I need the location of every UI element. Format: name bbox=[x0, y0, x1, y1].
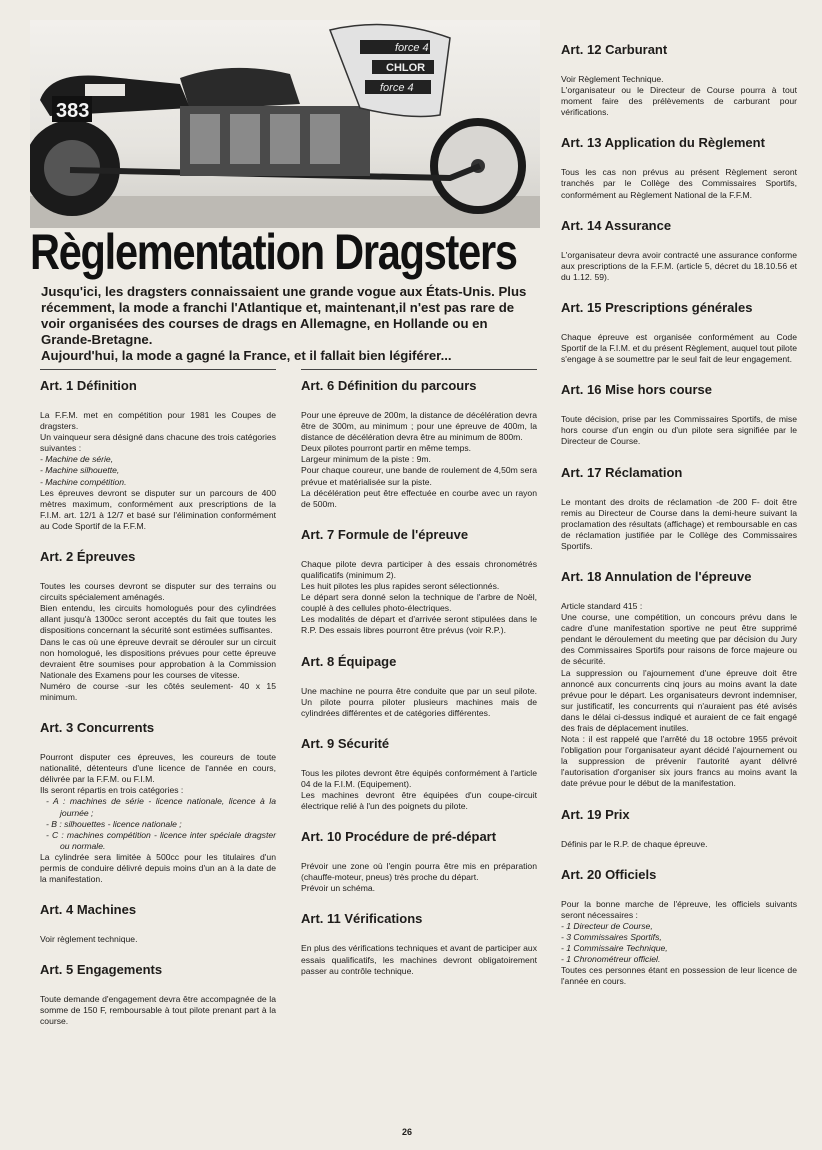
column-2 bbox=[301, 378, 537, 977]
article-paragraph: - Machine de série, bbox=[40, 454, 114, 465]
article bbox=[561, 465, 797, 552]
article bbox=[561, 382, 797, 447]
article-paragraph: - Machine silhouette, bbox=[40, 465, 120, 476]
article-paragraph: Ils seront répartis en trois catégories : bbox=[40, 785, 184, 796]
article-paragraph: Tous les cas non prévus au présent Règlement seront tranchés par le Collège des Commissaires Sportifs, conformément au Règlement National de la F.F.M. bbox=[561, 167, 797, 200]
spacer bbox=[301, 812, 537, 829]
fairing-label-3: force 4 bbox=[380, 82, 414, 94]
article-title: Art. 20 Officiels bbox=[561, 866, 657, 882]
article-title: Art. 19 Prix bbox=[561, 806, 630, 822]
article-paragraph: Un vainqueur sera désigné dans chacune des trois catégories suivantes : bbox=[40, 432, 276, 454]
spacer bbox=[561, 283, 797, 300]
article-paragraph: Pour la bonne marche de l'épreuve, les officiels suivants seront nécessaires : bbox=[561, 898, 797, 920]
bike-number: 383 bbox=[56, 100, 90, 122]
spacer bbox=[561, 552, 797, 569]
article-paragraph: Prévoir une zone où l'engin pourra être mis en préparation (chauffe-moteur, pneus) très proche du départ. bbox=[301, 861, 537, 883]
article-title: Art. 11 Vérifications bbox=[301, 911, 423, 927]
article-paragraph: Le montant des droits de réclamation -de 200 F- doit être remis au Directeur de Course dans la demi-heure suivant la proclamation des résultats (affichage) et remboursable en cas de réclamation justifiée par le Collège des Commissaires Sportifs. bbox=[561, 496, 797, 551]
spacer bbox=[561, 850, 797, 867]
divider bbox=[301, 369, 537, 370]
article-paragraph: Toutes les courses devront se disputer sur des terrains ou circuits spécialement aménagés. bbox=[40, 581, 276, 603]
article-paragraph: Dans le cas où une épreuve devrait se dérouler sur un circuit non homologué, les dispositions prévues pour cette épreuve devraient être soumises pour approbation à la Commission Nationale des Examens pour les courses de vitesse. bbox=[40, 636, 276, 680]
article-title: Art. 8 Équipage bbox=[301, 653, 397, 669]
column-1 bbox=[40, 378, 276, 1028]
article-paragraph: - 3 Commissaires Sportifs, bbox=[561, 931, 662, 942]
article-title: Art. 1 Définition bbox=[40, 378, 137, 393]
article bbox=[561, 135, 797, 200]
dragster-photo bbox=[30, 20, 540, 228]
article-paragraph: - 1 Directeur de Course, bbox=[561, 920, 653, 931]
article-paragraph: Pour chaque coureur, une bande de roulement de 4,50m sera prévue et matérialisée sur la piste. bbox=[301, 465, 537, 487]
article-title: Art. 4 Machines bbox=[40, 902, 137, 918]
article-paragraph: Voir règlement technique. bbox=[40, 934, 138, 945]
article-paragraph: La suppression ou l'ajournement d'une épreuve doit être annoncé aux concurrents cinq jours au moins avant la date prévue pour le départ. Les organisateurs devront indemniser, sur justificatif, les concurrents qui n'auraient pas été avisés dans le délai ci-dessus indiqué et auraient de ce fait engagé des frais de déplacement inutiles. bbox=[561, 667, 797, 733]
article-paragraph: Pour une épreuve de 200m, la distance de décélération devra être de 300m, au minimum ; pour une épreuve de 400m, la distance de décélération devra être au minimum de 800m. bbox=[301, 410, 537, 443]
article-title: Art. 3 Concurrents bbox=[40, 720, 155, 736]
article-paragraph: Une machine ne pourra être conduite que par un seul pilote. Un pilote pourra piloter plusieurs machines mais de cylindrées différentes et de catégories différentes. bbox=[301, 685, 537, 718]
spacer bbox=[301, 894, 537, 911]
spacer bbox=[561, 118, 797, 135]
fairing-label-1: force 4 bbox=[395, 42, 429, 54]
article-paragraph: Prévoir un schéma. bbox=[301, 883, 376, 894]
article-title: Art. 18 Annulation de l'épreuve bbox=[561, 568, 752, 584]
article-paragraph: Numéro de course -sur les côtés seulement- 40 x 15 minimum. bbox=[40, 680, 276, 702]
article-paragraph: La cylindrée sera limitée à 500cc pour les titulaires d'un permis de conduire délivré depuis moins d'un an à la date de la manifestation. bbox=[40, 851, 276, 885]
article bbox=[40, 549, 276, 703]
article bbox=[301, 654, 537, 719]
article-paragraph: La décélération peut être effectuée en courbe avec un rayon de 500m. bbox=[301, 487, 537, 509]
spacer bbox=[301, 510, 537, 527]
article-paragraph: - A : machines de série - licence nationale, licence à la journée ; bbox=[46, 796, 276, 818]
article bbox=[301, 527, 537, 637]
article-paragraph: L'organisateur devra avoir contracté une assurance conforme aux prescriptions de la F.F.M. (article 5, décret du 18.10.56 et du 1.12. 59). bbox=[561, 249, 797, 282]
article-paragraph: Nota : il est rappelé que l'arrêté du 18 octobre 1955 prévoit l'obligation pour l'organisateur ayant décidé l'ajournement ou la suppression de prévenir l'autorité ayant délivré l'autorisation d'organiser six jours francs au moins avant la date prévue pour le début de la manifestation. bbox=[561, 734, 797, 789]
spacer bbox=[40, 945, 276, 962]
article-title: Art. 15 Prescriptions générales bbox=[561, 299, 753, 315]
article bbox=[561, 867, 797, 988]
article-paragraph: L'organisateur ou le Directeur de Course pourra à tout moment faire des prélèvements de carburant pour vérifications. bbox=[561, 85, 797, 118]
article bbox=[40, 378, 276, 532]
article-paragraph: - 1 Commissaire Technique, bbox=[561, 943, 668, 954]
article bbox=[301, 736, 537, 812]
article-title: Art. 17 Réclamation bbox=[561, 464, 683, 480]
intro-text bbox=[41, 284, 539, 364]
article-paragraph: - C : machines compétition - licence inter spéciale dragster ou normale. bbox=[46, 829, 276, 851]
article-title: Art. 10 Procédure de pré-départ bbox=[301, 829, 497, 845]
article-paragraph: Voir Règlement Technique. bbox=[561, 74, 664, 84]
article-title: Art. 9 Sécurité bbox=[301, 735, 390, 751]
article-paragraph: Définis par le R.P. de chaque épreuve. bbox=[561, 838, 708, 849]
page-number: 26 bbox=[402, 1127, 413, 1137]
article-title: Art. 5 Engagements bbox=[40, 962, 163, 978]
article bbox=[561, 300, 797, 365]
spacer bbox=[40, 703, 276, 720]
article bbox=[561, 569, 797, 790]
article-paragraph: Chaque épreuve est organisée conformément au Code Sportif de la F.I.M. et du présent Règlement, auquel tout pilote s'engage à se soumettre par le seul fait de leur engagement. bbox=[561, 331, 797, 365]
article-paragraph: Les huit pilotes les plus rapides seront sélectionnés. bbox=[301, 581, 500, 592]
article bbox=[301, 378, 537, 510]
article-title: Art. 7 Formule de l'épreuve bbox=[301, 526, 469, 542]
article-paragraph: Chaque pilote devra participer à des essais chronométrés qualificatifs (minimum 2). bbox=[301, 558, 537, 580]
column-3 bbox=[561, 42, 797, 987]
intro-paragraph: Jusqu'ici, les dragsters connaissaient une grande vogue aux États-Unis. Plus récemment, la mode a franchi l'Atlantique et, maintenant,il n'est pas rare de voir organisées des courses de drags en Allemagne, en Hollande ou en Grande-Bretagne. bbox=[41, 284, 527, 347]
article-paragraph: En plus des vérifications techniques et avant de participer aux essais qualificatifs, les machines devront obligatoirement passer au contrôle technique. bbox=[301, 943, 537, 976]
article-paragraph: Tous les pilotes devront être équipés conformément à l'article 04 de la F.I.M. (Equipement). bbox=[301, 767, 537, 789]
article-paragraph: Deux pilotes pourront partir en même temps. bbox=[301, 443, 472, 454]
spacer bbox=[561, 201, 797, 218]
article-paragraph: Une course, une compétition, un concours prévu dans le cadre d'une manifestation sportive ne peut être supprimé pendant le déroulement du meeting que par décision du Jury des Commissaires Sportifs pour raisons de force majeure ou de sécurité. bbox=[561, 612, 797, 667]
article bbox=[40, 720, 276, 885]
spacer bbox=[301, 637, 537, 654]
article-title: Art. 14 Assurance bbox=[561, 217, 672, 233]
article bbox=[561, 42, 797, 118]
article-paragraph: Les épreuves devront se disputer sur un parcours de 400 mètres maximum, conformément aux prescriptions de la F.I.M. art. 12/1 à 12/7 et basé sur l'élimination conformément au Code Sportif de la F.F.M. bbox=[40, 487, 276, 531]
intro-paragraph: Aujourd'hui, la mode a gagné la France, et il fallait bien légiférer... bbox=[41, 348, 452, 363]
spacer bbox=[40, 885, 276, 902]
article-title: Art. 6 Définition du parcours bbox=[301, 378, 477, 393]
article-paragraph: Toute demande d'engagement devra être accompagnée de la somme de 150 F, remboursable à tout pilote prenant part à la course. bbox=[40, 994, 276, 1027]
spacer bbox=[561, 365, 797, 382]
article-paragraph: Toute décision, prise par les Commissaires Sportifs, de mise hors course d'un engin ou d'un pilote sera signifiée par le Directeur de Course. bbox=[561, 414, 797, 447]
article-title: Art. 12 Carburant bbox=[561, 42, 668, 57]
article bbox=[561, 807, 797, 850]
article-paragraph: Bien entendu, les circuits homologués pour des cylindrées allant jusqu'à 1300cc seront acceptés du fait que toutes les dispositions concernant la sécurité sont estimées suffisantes. bbox=[40, 603, 276, 636]
article-paragraph: Les machines devront être équipées d'un coupe-circuit électrique relié à l'un des poignets du pilote. bbox=[301, 789, 537, 812]
article bbox=[301, 829, 537, 894]
article-paragraph: Le départ sera donné selon la technique de l'arbre de Noël, couplé à des cellules photo-électriques. bbox=[301, 592, 537, 614]
divider bbox=[40, 369, 276, 370]
article-paragraph: Article standard 415 : bbox=[561, 600, 643, 611]
article-paragraph: Toutes ces personnes étant en possession de leur licence de l'année en cours. bbox=[561, 965, 797, 987]
article-title: Art. 2 Épreuves bbox=[40, 549, 136, 565]
article bbox=[40, 962, 276, 1027]
article-paragraph: - Machine compétition. bbox=[40, 476, 127, 487]
article-paragraph: Les modalités de départ et d'arrivée seront stipulées dans le R.P. Des essais libres pourront être prévus (voir R.P.). bbox=[301, 614, 537, 636]
spacer bbox=[301, 719, 537, 736]
spacer bbox=[40, 532, 276, 549]
article-paragraph: - 1 Chronométreur officiel. bbox=[561, 954, 661, 965]
spacer bbox=[561, 448, 797, 465]
article-paragraph: La F.F.M. met en compétition pour 1981 les Coupes de dragsters. bbox=[40, 410, 276, 432]
article-paragraph: - B : silhouettes - licence nationale ; bbox=[46, 818, 182, 829]
article-paragraph: Largeur minimum de la piste : 9m. bbox=[301, 454, 431, 465]
article-title: Art. 13 Application du Règlement bbox=[561, 135, 765, 151]
article bbox=[301, 911, 537, 976]
article-title: Art. 16 Mise hors course bbox=[561, 382, 712, 398]
spacer bbox=[561, 790, 797, 807]
article bbox=[40, 902, 276, 945]
article bbox=[561, 218, 797, 283]
article-paragraph: Pourront disputer ces épreuves, les coureurs de toute nationalité, détenteurs d'une licence de l'année en cours, délivrée par la F.F.M. ou F.I.M. bbox=[40, 752, 276, 785]
page-title: Règlementation Dragsters bbox=[30, 224, 517, 280]
fairing-label-2: CHLOR bbox=[386, 62, 426, 74]
